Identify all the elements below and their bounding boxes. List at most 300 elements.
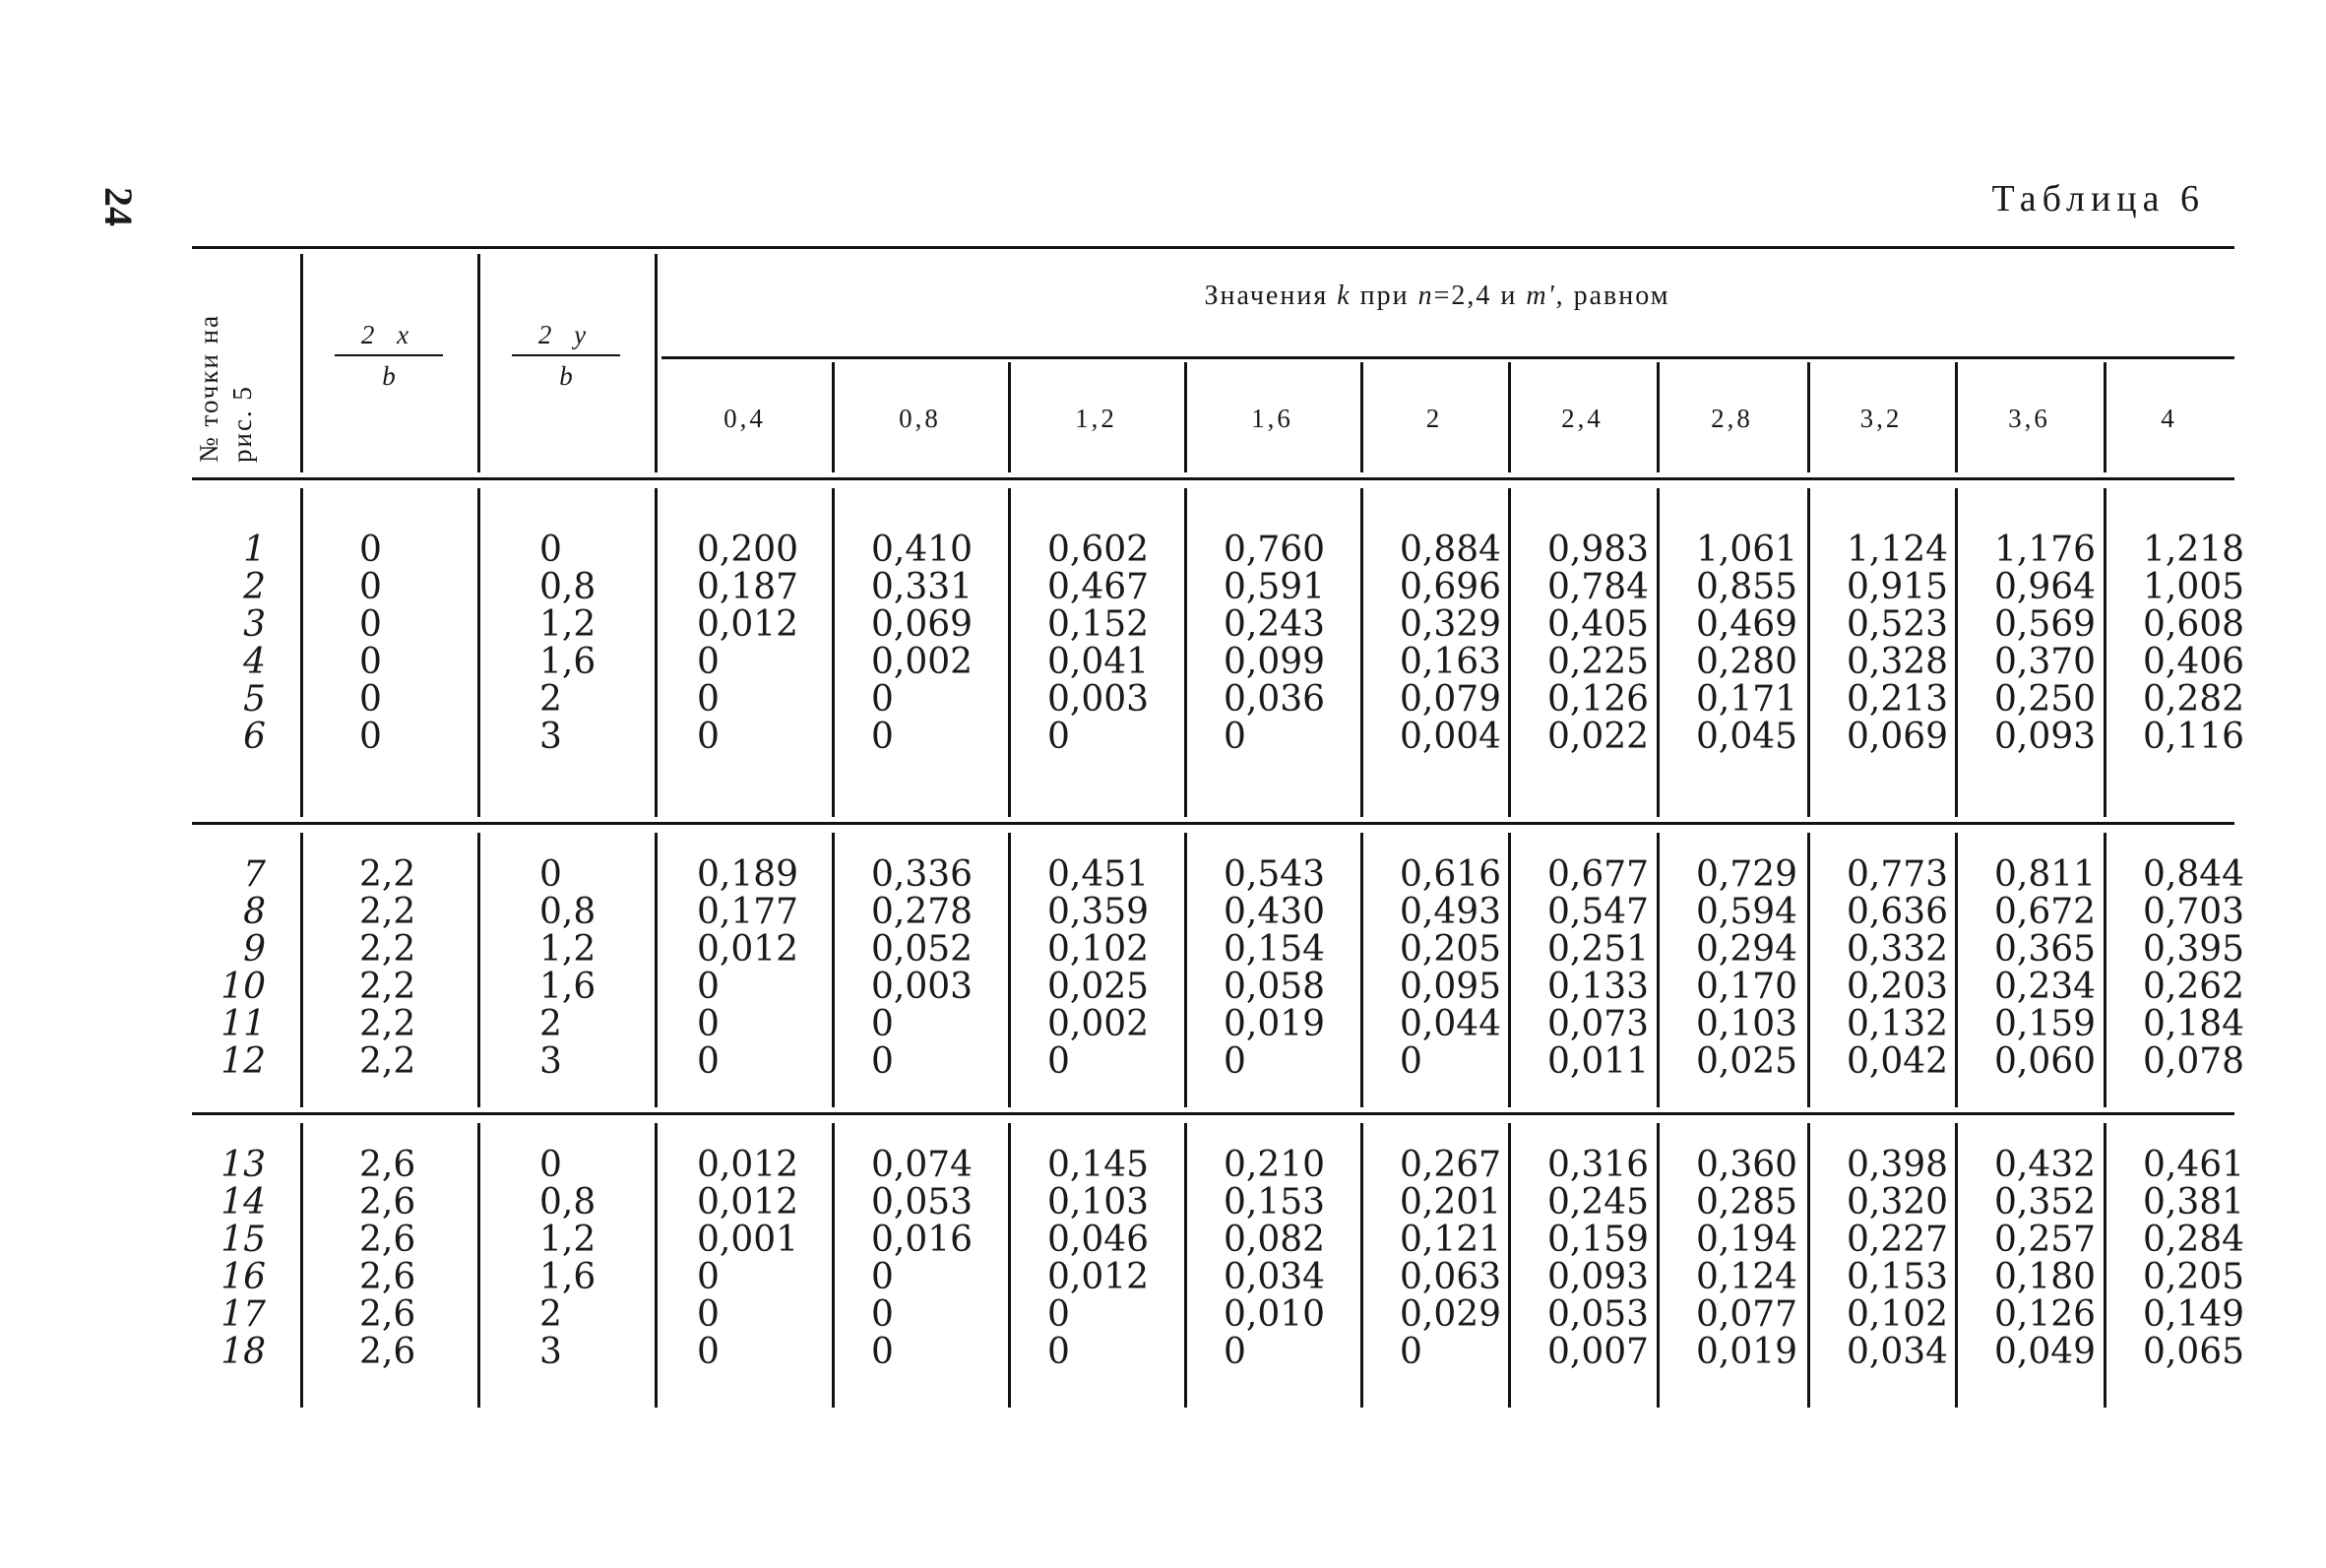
k-value: 0,395	[2143, 929, 2245, 970]
column-divider	[477, 833, 480, 1107]
column-divider	[832, 1123, 835, 1408]
k-value: 0,332	[1847, 929, 1949, 970]
k-value: 0,004	[1400, 717, 1502, 757]
k-value: 0,012	[1047, 1257, 1150, 1297]
k-value: 0,093	[1547, 1257, 1650, 1297]
x-ratio-value: 2,6	[359, 1257, 416, 1297]
k-value: 0,079	[1400, 679, 1502, 720]
k-value: 0,729	[1696, 854, 1798, 895]
k-value: 0,145	[1047, 1145, 1150, 1185]
k-value: 0,058	[1224, 967, 1326, 1007]
y-ratio-value: 1,6	[539, 967, 597, 1007]
k-value: 0	[1224, 1332, 1246, 1372]
k-value: 0,053	[1547, 1294, 1650, 1335]
point-number: 7	[243, 854, 266, 895]
k-value: 0,205	[1400, 929, 1502, 970]
column-divider	[1184, 488, 1187, 817]
k-value: 0	[1400, 1332, 1422, 1372]
k-value: 0,636	[1847, 892, 1949, 932]
k-value: 0,187	[697, 567, 799, 607]
k-value: 0	[1400, 1041, 1422, 1082]
k-value: 0,010	[1224, 1294, 1326, 1335]
k-value: 0,149	[2143, 1294, 2245, 1335]
column-divider	[1657, 1123, 1660, 1408]
m-value-header: 3,6	[2008, 404, 2050, 433]
x-ratio-value: 2,6	[359, 1145, 416, 1185]
m-value-header: 0,8	[899, 404, 941, 433]
k-value: 0,180	[1994, 1257, 2097, 1297]
y-ratio-value: 0,8	[539, 892, 597, 932]
group-title-n: n	[1417, 281, 1434, 311]
k-value: 0	[1047, 1294, 1070, 1335]
point-number: 8	[243, 892, 266, 932]
k-value: 0,177	[697, 892, 799, 932]
y-ratio-value: 1,6	[539, 642, 597, 682]
k-value: 0,262	[2143, 967, 2245, 1007]
k-value: 0,250	[1994, 679, 2097, 720]
y-ratio-value: 0	[539, 1145, 562, 1185]
k-value: 0,203	[1847, 967, 1949, 1007]
k-value: 0,594	[1696, 892, 1798, 932]
k-value: 0,320	[1847, 1182, 1949, 1223]
k-value: 0,294	[1696, 929, 1798, 970]
k-value: 0	[871, 717, 894, 757]
k-value: 0	[697, 717, 720, 757]
k-value: 0,095	[1400, 967, 1502, 1007]
k-value: 0	[1224, 717, 1246, 757]
x-ratio-value: 0	[359, 642, 382, 682]
k-value: 0,201	[1400, 1182, 1502, 1223]
k-value: 0,041	[1047, 642, 1150, 682]
k-value: 0	[1047, 1332, 1070, 1372]
k-value: 0,093	[1994, 717, 2097, 757]
k-value: 0,124	[1696, 1257, 1798, 1297]
point-number: 1	[243, 530, 266, 570]
k-value: 0,102	[1047, 929, 1150, 970]
k-value: 0,049	[1994, 1332, 2097, 1372]
column-divider	[1955, 488, 1958, 817]
column-divider	[300, 833, 303, 1107]
group-title-k: k	[1337, 281, 1352, 311]
group-title-pre: Значения	[1204, 281, 1338, 311]
k-value: 0,410	[871, 530, 974, 570]
group-title-rule	[661, 356, 2234, 359]
column-divider	[832, 833, 835, 1107]
k-value: 0,467	[1047, 567, 1150, 607]
x-ratio-value: 2,2	[359, 1004, 416, 1044]
k-value: 0	[1047, 717, 1070, 757]
k-value: 0,159	[1994, 1004, 2097, 1044]
k-value: 0	[697, 1294, 720, 1335]
k-value: 0,370	[1994, 642, 2097, 682]
point-number: 14	[220, 1182, 266, 1223]
x-ratio-value: 0	[359, 717, 382, 757]
k-value: 0,012	[697, 604, 799, 645]
x-ratio-value: 2,6	[359, 1220, 416, 1260]
k-value: 0,430	[1224, 892, 1326, 932]
x-ratio-numerator: 2 x	[360, 320, 417, 349]
k-value: 0,329	[1400, 604, 1502, 645]
column-divider	[1508, 1123, 1511, 1408]
k-value: 0,243	[1224, 604, 1326, 645]
x-ratio-denominator: b	[382, 361, 396, 391]
column-divider	[832, 488, 835, 817]
k-value: 0,200	[697, 530, 799, 570]
point-number: 9	[243, 929, 266, 970]
k-value: 0,025	[1696, 1041, 1798, 1082]
k-value: 0,001	[697, 1220, 799, 1260]
k-value: 0	[697, 1332, 720, 1372]
m-value-header: 3,2	[1859, 404, 1903, 433]
k-value: 0,025	[1047, 967, 1150, 1007]
k-value: 0,316	[1547, 1145, 1650, 1185]
column-divider	[1008, 833, 1011, 1107]
k-value: 0	[871, 1294, 894, 1335]
point-number: 12	[220, 1041, 266, 1082]
k-value: 0,003	[1047, 679, 1150, 720]
x-ratio-value: 2,2	[359, 1041, 416, 1082]
column-divider	[1508, 488, 1511, 817]
k-value: 0,163	[1400, 642, 1502, 682]
point-number: 15	[220, 1220, 266, 1260]
k-value: 0,234	[1994, 967, 2097, 1007]
k-value: 0,359	[1047, 892, 1150, 932]
column-divider	[300, 488, 303, 817]
k-value: 0,065	[2143, 1332, 2245, 1372]
column-divider	[1807, 488, 1810, 817]
point-header-line2: рис. 5	[227, 385, 257, 463]
m-value-header: 0,4	[723, 404, 766, 433]
k-value: 0	[697, 679, 720, 720]
column-divider	[1657, 488, 1660, 817]
k-value: 0,002	[1047, 1004, 1150, 1044]
k-value: 0,034	[1224, 1257, 1326, 1297]
point-number: 11	[220, 1004, 266, 1044]
column-divider	[1508, 833, 1511, 1107]
y-ratio-header	[507, 315, 625, 396]
x-ratio-value: 0	[359, 679, 382, 720]
k-value: 1,005	[2143, 567, 2245, 607]
k-value: 0,153	[1224, 1182, 1326, 1223]
k-value: 0,077	[1696, 1294, 1798, 1335]
k-value: 0,784	[1547, 567, 1650, 607]
k-value: 0,046	[1047, 1220, 1150, 1260]
x-ratio-value: 2,2	[359, 892, 416, 932]
k-value: 0,461	[2143, 1145, 2245, 1185]
k-value: 0,672	[1994, 892, 2097, 932]
k-value: 0,036	[1224, 679, 1326, 720]
k-value: 0,696	[1400, 567, 1502, 607]
k-value: 0,543	[1224, 854, 1326, 895]
k-value: 0,328	[1847, 642, 1949, 682]
x-ratio-value: 2,6	[359, 1332, 416, 1372]
group-title-m: m'	[1526, 281, 1556, 311]
k-value: 0,844	[2143, 854, 2245, 895]
m-value-header: 2,4	[1561, 404, 1603, 433]
column-divider	[1955, 833, 1958, 1107]
k-value: 0	[697, 1041, 720, 1082]
k-value: 0,398	[1847, 1145, 1949, 1185]
k-value: 0,154	[1224, 929, 1326, 970]
k-value: 0,523	[1847, 604, 1949, 645]
k-value: 0,045	[1696, 717, 1798, 757]
k-value: 0,608	[2143, 604, 2245, 645]
k-value: 0,811	[1994, 854, 2097, 895]
k-value: 0,132	[1847, 1004, 1949, 1044]
y-ratio-value: 1,2	[539, 604, 597, 645]
k-value: 0,194	[1696, 1220, 1798, 1260]
point-number: 4	[243, 642, 266, 682]
k-value: 0,493	[1400, 892, 1502, 932]
k-value: 0,964	[1994, 567, 2097, 607]
column-divider	[2104, 833, 2106, 1107]
y-ratio-value: 1,2	[539, 1220, 597, 1260]
column-divider	[1360, 1123, 1363, 1408]
k-value: 0,569	[1994, 604, 2097, 645]
group-title-post: , равном	[1555, 281, 1670, 311]
y-ratio-denominator: b	[559, 361, 573, 391]
column-divider	[1008, 488, 1011, 817]
k-value: 1,061	[1696, 530, 1798, 570]
y-ratio-value: 2	[539, 1004, 562, 1044]
point-number: 2	[243, 567, 266, 607]
m-value-header: 1,2	[1075, 404, 1117, 433]
k-value: 0,170	[1696, 967, 1798, 1007]
k-value: 0,019	[1224, 1004, 1326, 1044]
k-value: 0,019	[1696, 1332, 1798, 1372]
y-ratio-value: 0,8	[539, 1182, 597, 1223]
k-value: 0,171	[1696, 679, 1798, 720]
k-value: 0,677	[1547, 854, 1650, 895]
y-ratio-value: 0	[539, 854, 562, 895]
k-value: 0,773	[1847, 854, 1949, 895]
k-value: 0,280	[1696, 642, 1798, 682]
y-ratio-value: 3	[539, 1041, 562, 1082]
k-value: 0,432	[1994, 1145, 2097, 1185]
k-value: 0	[871, 1041, 894, 1082]
k-value: 0,133	[1547, 967, 1650, 1007]
group-header-title	[660, 281, 2215, 312]
k-value: 0,007	[1547, 1332, 1650, 1372]
k-value: 0,602	[1047, 530, 1150, 570]
k-value: 0,352	[1994, 1182, 2097, 1223]
k-value: 0,074	[871, 1145, 974, 1185]
point-number: 10	[220, 967, 266, 1007]
column-divider	[1807, 1123, 1810, 1408]
point-number: 13	[220, 1145, 266, 1185]
m-value-header: 1,6	[1251, 404, 1293, 433]
m-value-header: 2,8	[1711, 404, 1753, 433]
k-value: 0	[697, 642, 720, 682]
y-ratio-value: 0	[539, 530, 562, 570]
y-ratio-value: 2	[539, 679, 562, 720]
column-divider	[1807, 833, 1810, 1107]
y-ratio-value: 2	[539, 1294, 562, 1335]
k-value: 0,284	[2143, 1220, 2245, 1260]
k-value: 0,547	[1547, 892, 1650, 932]
k-value: 0	[871, 1257, 894, 1297]
k-value: 0,915	[1847, 567, 1949, 607]
column-divider	[1360, 833, 1363, 1107]
point-number: 17	[220, 1294, 266, 1335]
k-value: 0,012	[697, 1182, 799, 1223]
k-value: 0	[871, 1004, 894, 1044]
k-value: 0,703	[2143, 892, 2245, 932]
k-value: 0	[697, 1257, 720, 1297]
k-value: 0,016	[871, 1220, 974, 1260]
k-value: 0,078	[2143, 1041, 2245, 1082]
k-value: 0,285	[1696, 1182, 1798, 1223]
k-value: 0,011	[1547, 1041, 1650, 1082]
x-ratio-value: 2,6	[359, 1182, 416, 1223]
x-ratio-value: 0	[359, 530, 382, 570]
k-value: 0,003	[871, 967, 974, 1007]
column-divider	[2104, 1123, 2106, 1408]
k-value: 0,103	[1696, 1004, 1798, 1044]
k-value: 0,210	[1224, 1145, 1326, 1185]
k-value: 0,360	[1696, 1145, 1798, 1185]
k-value: 0,225	[1547, 642, 1650, 682]
page-number: 24	[96, 187, 141, 226]
k-value: 0,406	[2143, 642, 2245, 682]
k-value: 0,082	[1224, 1220, 1326, 1260]
k-value: 0,102	[1847, 1294, 1949, 1335]
header-bottom-rule	[192, 477, 2234, 480]
point-header-line1: № точки на	[194, 313, 223, 463]
k-value: 0,052	[871, 929, 974, 970]
column-divider	[2104, 488, 2106, 817]
x-ratio-value: 0	[359, 567, 382, 607]
k-value: 1,124	[1847, 530, 1949, 570]
point-number: 6	[243, 717, 266, 757]
y-ratio-value: 1,6	[539, 1257, 597, 1297]
y-ratio-value: 1,2	[539, 929, 597, 970]
k-value: 0,469	[1696, 604, 1798, 645]
k-value: 0,184	[2143, 1004, 2245, 1044]
k-value: 0,121	[1400, 1220, 1502, 1260]
k-value: 0,267	[1400, 1145, 1502, 1185]
k-value: 0,451	[1047, 854, 1150, 895]
table-caption: Таблица 6	[1991, 178, 2205, 220]
k-value: 0,073	[1547, 1004, 1650, 1044]
column-divider	[477, 1123, 480, 1408]
x-ratio-value: 2,2	[359, 929, 416, 970]
k-value: 0	[871, 679, 894, 720]
column-divider	[1008, 1123, 1011, 1408]
point-number: 18	[220, 1332, 266, 1372]
k-value: 0	[697, 967, 720, 1007]
column-divider	[477, 254, 480, 472]
k-value: 0,189	[697, 854, 799, 895]
x-ratio-value: 2,2	[359, 967, 416, 1007]
k-value: 0,042	[1847, 1041, 1949, 1082]
m-value-header: 4	[2161, 404, 2177, 433]
point-number: 16	[220, 1257, 266, 1297]
column-divider	[655, 833, 658, 1107]
k-value: 0	[697, 1004, 720, 1044]
k-value: 0,153	[1847, 1257, 1949, 1297]
k-value: 0,855	[1696, 567, 1798, 607]
y-ratio-value: 0,8	[539, 567, 597, 607]
k-value: 0,331	[871, 567, 974, 607]
k-value: 0,616	[1400, 854, 1502, 895]
k-value: 0	[1047, 1041, 1070, 1082]
column-divider	[655, 488, 658, 817]
k-value: 0,002	[871, 642, 974, 682]
k-value: 0,099	[1224, 642, 1326, 682]
k-value: 0,063	[1400, 1257, 1502, 1297]
m-value-header: 2	[1425, 404, 1443, 433]
k-value: 0,884	[1400, 530, 1502, 570]
k-value: 0,282	[2143, 679, 2245, 720]
k-value: 0,245	[1547, 1182, 1650, 1223]
k-value: 0,034	[1847, 1332, 1949, 1372]
group-separator-rule	[192, 1112, 2234, 1115]
x-ratio-value: 2,6	[359, 1294, 416, 1335]
k-value: 0,381	[2143, 1182, 2245, 1223]
k-value: 0,278	[871, 892, 974, 932]
y-ratio-numerator: 2 y	[537, 320, 595, 349]
k-value: 0,022	[1547, 717, 1650, 757]
k-value: 0,012	[697, 929, 799, 970]
k-value: 0,126	[1547, 679, 1650, 720]
point-number-header	[128, 295, 276, 463]
k-value: 0,760	[1224, 530, 1326, 570]
column-divider	[300, 254, 303, 472]
k-value: 0,227	[1847, 1220, 1949, 1260]
k-value: 0,069	[871, 604, 974, 645]
table-top-rule	[192, 246, 2234, 249]
x-ratio-value: 2,2	[359, 854, 416, 895]
k-value: 0,116	[2143, 717, 2245, 757]
column-divider	[477, 488, 480, 817]
k-value: 0,012	[697, 1145, 799, 1185]
y-ratio-value: 3	[539, 1332, 562, 1372]
column-divider	[1360, 488, 1363, 817]
point-number: 5	[243, 679, 266, 720]
point-number: 3	[243, 604, 266, 645]
k-value: 0,251	[1547, 929, 1650, 970]
k-value: 0,213	[1847, 679, 1949, 720]
k-value: 0	[1224, 1041, 1246, 1082]
k-value: 0,365	[1994, 929, 2097, 970]
k-value: 0,053	[871, 1182, 974, 1223]
k-value: 1,218	[2143, 530, 2245, 570]
k-value: 0,069	[1847, 717, 1949, 757]
group-title-eq: =2,4 и	[1433, 281, 1527, 311]
y-ratio-value: 3	[539, 717, 562, 757]
column-divider	[1657, 833, 1660, 1107]
k-value: 1,176	[1994, 530, 2097, 570]
k-value: 0,103	[1047, 1182, 1150, 1223]
x-ratio-header	[330, 315, 448, 396]
k-value: 0,126	[1994, 1294, 2097, 1335]
k-value: 0	[871, 1332, 894, 1372]
k-value: 0,044	[1400, 1004, 1502, 1044]
k-value: 0,591	[1224, 567, 1326, 607]
group-separator-rule	[192, 822, 2234, 825]
group-title-mid: при	[1351, 281, 1418, 311]
k-value: 0,029	[1400, 1294, 1502, 1335]
k-value: 0,336	[871, 854, 974, 895]
column-divider	[1184, 833, 1187, 1107]
k-value: 0,152	[1047, 604, 1150, 645]
column-divider	[300, 1123, 303, 1408]
k-value: 0,060	[1994, 1041, 2097, 1082]
column-divider	[655, 1123, 658, 1408]
k-value: 0,205	[2143, 1257, 2245, 1297]
column-divider	[1955, 1123, 1958, 1408]
